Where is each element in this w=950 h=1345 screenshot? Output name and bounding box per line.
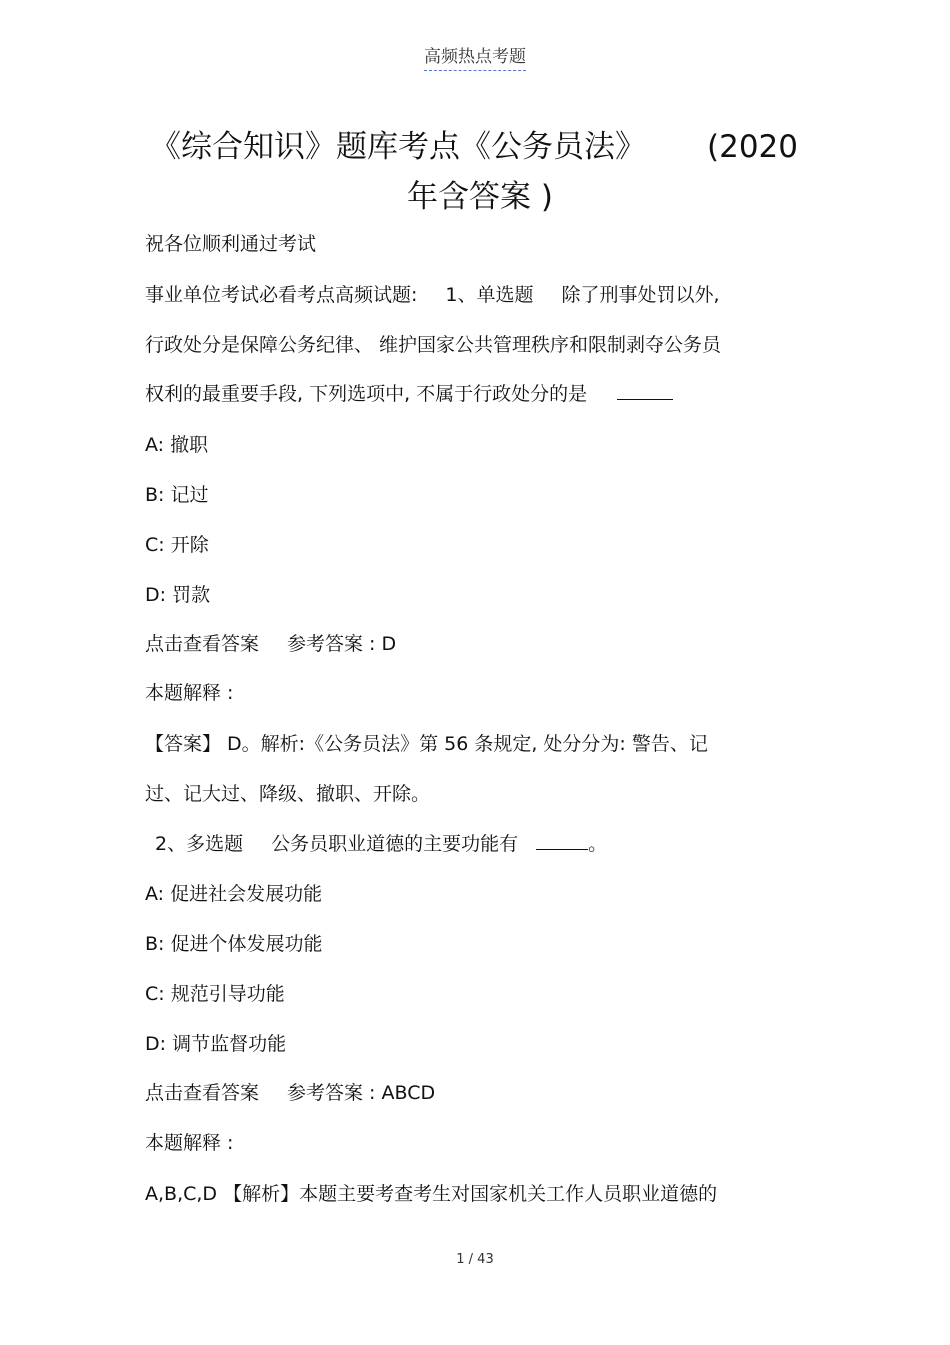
- q1-stem-line-1: [145, 280, 720, 307]
- q2-explanation-line-1: A,B,C,D 【解析】本题主要考查考生对国家机关工作人员职业道德的: [145, 1183, 718, 1205]
- q2-option-a: A: 促进社会发展功能: [145, 883, 323, 905]
- q1-answer-row: [145, 629, 396, 656]
- q2-type: 2、多选题: [155, 833, 244, 855]
- page-number: 1 / 43: [456, 1252, 494, 1267]
- q2-stem: [155, 829, 607, 856]
- title-line-1: [150, 122, 810, 172]
- q2-option-b: B: 促进个体发展功能: [145, 933, 323, 955]
- q2-explanation-label: 本题解释 :: [145, 1132, 234, 1154]
- q2-reference-answer: 参考答案 : ABCD: [287, 1082, 436, 1104]
- q1-option-b: B: 记过: [145, 484, 209, 506]
- q2-stem-text: 公务员职业道德的主要功能有: [271, 833, 519, 855]
- q1-stem-3: 权利的最重要手段, 下列选项中, 不属于行政处分的是: [145, 383, 588, 405]
- q1-option-c: C: 开除: [145, 534, 209, 556]
- q2-option-d: D: 调节监督功能: [145, 1033, 287, 1055]
- intro-text: 祝各位顺利通过考试: [145, 233, 317, 255]
- q1-stem-line-2: 行政处分是保障公务纪律、 维护国家公共管理秩序和限制剥夺公务员: [145, 334, 722, 356]
- page-header: [0, 42, 950, 67]
- q1-explanation-line-2: 过、记大过、降级、撤职、开除。: [145, 783, 431, 805]
- q1-explanation-label: 本题解释 :: [145, 682, 234, 704]
- q2-view-answer-link[interactable]: 点击查看答案: [145, 1082, 260, 1104]
- q1-type: 1、单选题: [445, 284, 534, 306]
- q1-intro: 事业单位考试必看考点高频试题:: [145, 284, 418, 306]
- q1-view-answer-link[interactable]: 点击查看答案: [145, 633, 260, 655]
- header-text: 高频热点考题: [424, 47, 526, 71]
- q1-option-a: A: 撤职: [145, 434, 209, 456]
- q1-stem-1: 除了刑事处罚以外,: [561, 284, 720, 306]
- title-year: (2020: [707, 129, 798, 165]
- q1-explanation-line-1: 【答案】 D。解析:《公务员法》第 56 条规定, 处分分为: 警告、记: [145, 733, 708, 755]
- q2-option-c: C: 规范引导功能: [145, 983, 285, 1005]
- answer-blank: [617, 383, 673, 400]
- q1-stem-line-3: [145, 379, 673, 406]
- q2-answer-row: [145, 1078, 435, 1105]
- q2-stem-suffix: 。: [588, 833, 608, 855]
- q1-option-d: D: 罚款: [145, 584, 211, 606]
- answer-blank: [536, 833, 588, 850]
- q1-reference-answer: 参考答案 : D: [287, 633, 397, 655]
- document-title: [150, 122, 810, 222]
- title-main: 《综合知识》题库考点《公务员法》: [150, 129, 646, 165]
- title-line-2: 年含答案 ): [407, 179, 553, 215]
